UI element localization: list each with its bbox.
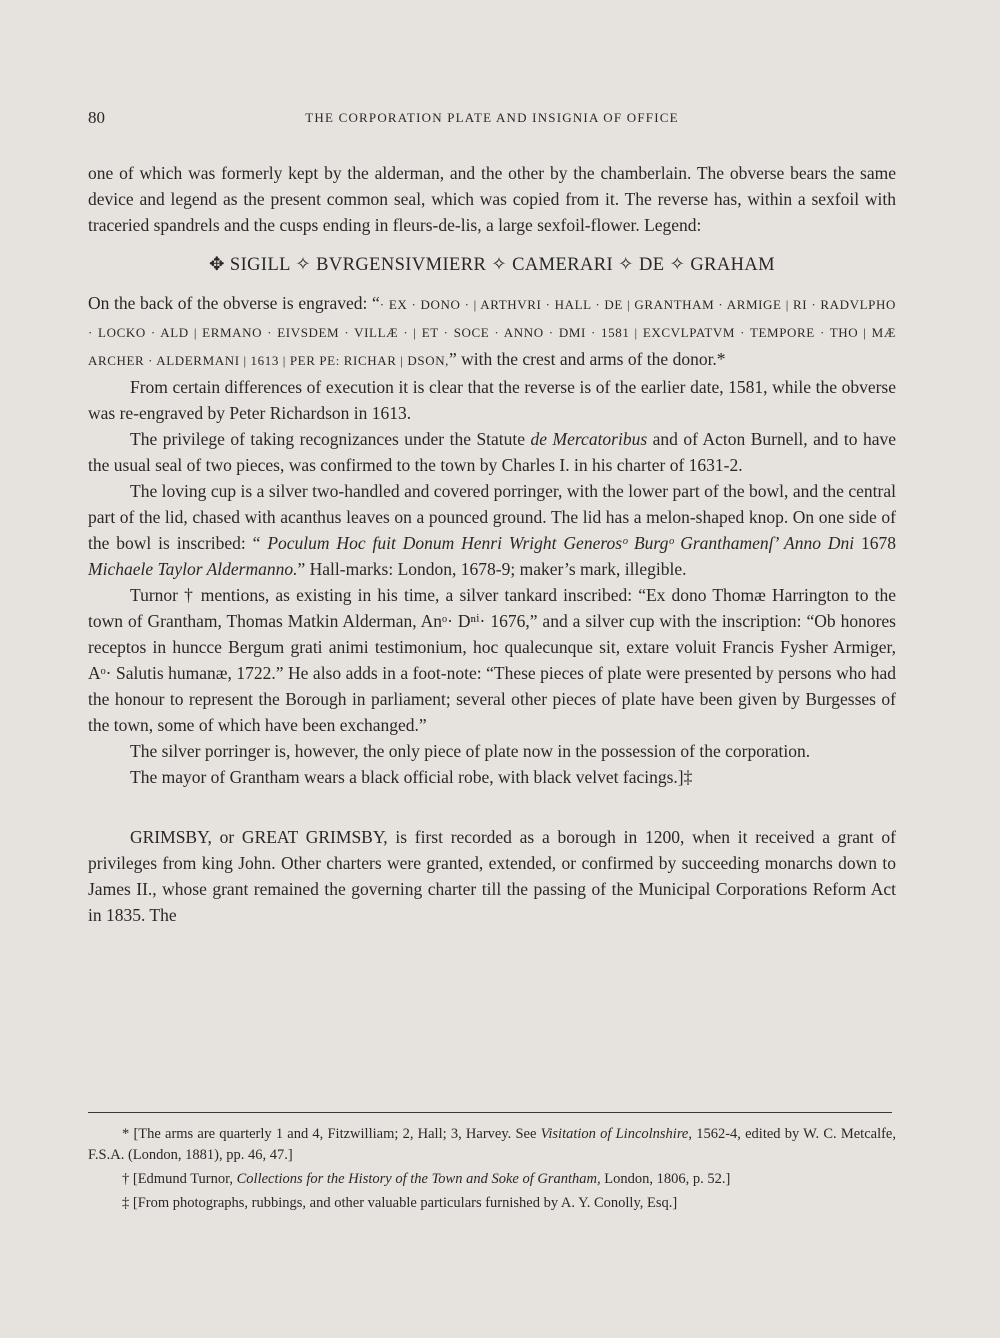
- cup-inscription: Poculum Hoc fuit Donum Henri Wright Generosᵒ Burgᵒ Granthamenſ’ Anno Dni: [267, 533, 855, 553]
- paragraph-7: The silver porringer is, however, the only piece of plate now in the possession of the corporation.: [130, 741, 811, 761]
- paragraph-5: [88, 478, 896, 582]
- page-header: [88, 108, 896, 130]
- paragraph-3: From certain differences of execution it is clear that the reverse is of the earlier date, 1581, while the obverse was re-engraved by Peter Richardson in 1613.: [88, 377, 896, 423]
- footnote-2-text-a: † [Edmund Turnor,: [122, 1171, 237, 1187]
- footnote-1-text-a: * [The arms are quarterly 1 and 4, Fitzwilliam; 2, Hall; 3, Harvey. See: [122, 1126, 541, 1142]
- paragraph-8: The mayor of Grantham wears a black official robe, with black velvet facings.]‡: [130, 767, 693, 787]
- paragraph-5-text-b: ” Hall-marks: London, 1678-9; maker’s mark, illegible.: [297, 559, 687, 579]
- footnotes: [88, 1124, 896, 1217]
- running-title: THE CORPORATION PLATE AND INSIGNIA OF OFFICE: [305, 110, 679, 125]
- paragraph-2: [88, 290, 896, 374]
- paragraph-4: [88, 426, 896, 478]
- paragraph-grimsby: GRIMSBY, or GREAT GRIMSBY, is first recorded as a borough in 1200, when it received a grant of privileges from king John. Other charters were granted, extended, or confirmed by succeeding monarchs down to James II., whose grant remained the governing charter till the passing of the Municipal Corporations Reform Act in 1835. The: [88, 827, 896, 925]
- footnote-2-title: Collections for the History of the Town and Soke of Grantham,: [236, 1171, 601, 1187]
- footnote-1: [88, 1124, 896, 1166]
- footnote-3: ‡ [From photographs, rubbings, and other valuable particulars furnished by A. Y. Conolly, Esq.]: [122, 1195, 678, 1211]
- paragraph-1: one of which was formerly kept by the alderman, and the other by the chamberlain. The obverse bears the same device and legend as the present common seal, which was copied from it. The reverse has, within a sexfoil with traceried spandrels and the cusps ending in fleurs-de-lis, a large sexfoil-flower. Legend:: [88, 163, 896, 235]
- page-number: 80: [88, 108, 105, 127]
- main-text: [88, 160, 896, 928]
- seal-legend: ✥ SIGILL ✧ BVRGENSIVMIERR ✧ CAMERARI ✧ DE ✧ GRAHAM: [208, 255, 775, 275]
- cup-inscription-end: Michaele Taylor Aldermanno.: [88, 559, 298, 579]
- paragraph-5-text-a: The loving cup is a silver two-handled and covered porringer, with the lower part of the bowl, and the central part of the lid, chased with acanthus leaves on a pounced ground. The lid has a melon-shaped knop. On one side of the bowl is inscribed: “: [88, 481, 896, 553]
- footnote-1-title: Visitation of Lincolnshire,: [540, 1126, 692, 1142]
- paragraph-4-text-a: The privilege of taking recognizances under the Statute: [130, 429, 531, 449]
- paragraph-2-tail: ” with the crest and arms of the donor.*: [449, 349, 726, 369]
- engraved-inscription: · EX · DONO · | ARTHVRI · HALL · DE | GRANTHAM · ARMIGE | RI · RADVLPHO · LOCKO · ALD | ERMANO · EIVSDEM · VILLÆ · | ET · SOCE · ANNO · DMI · 1581 | EXCVLPATVM · TEMPORE · THO | MÆ ARCHER · ALDERMANI | 1613 | PER PE: RICHAR | DSON,: [88, 297, 896, 368]
- statute-title: de Mercatoribus: [530, 429, 648, 449]
- paragraph-4-text-b: and of Acton Burnell, and to have the usual seal of two pieces, was confirmed to the town by Charles I. in his charter of 1631-2.: [88, 429, 896, 475]
- footnote-2-text-b: London, 1806, p. 52.]: [600, 1171, 731, 1187]
- cup-inscription-year: 1678: [854, 533, 897, 553]
- footnote-rule: [88, 1112, 892, 1113]
- footnote-2: [88, 1169, 896, 1190]
- paragraph-2-lead: On the back of the obverse is engraved: “: [88, 293, 380, 313]
- section-gap: [88, 790, 896, 824]
- footnote-1-text-b: 1562-4, edited by W. C. Metcalfe, F.S.A. (London, 1881), pp. 46, 47.]: [88, 1126, 896, 1163]
- paragraph-6: Turnor † mentions, as existing in his time, a silver tankard inscribed: “Ex dono Thomæ Harrington to the town of Grantham, Thomas Matkin Alderman, Anᵒ· Dⁿⁱ· 1676,” and a silver cup with the inscription: “Ob honores receptos in huncce Bergum grati animi testimonium, hoc qualecunque sit, extare voluit Francis Fysher Armiger, Aᵒ· Salutis humanæ, 1722.” He also adds in a foot-note: “These pieces of plate were presented by persons who had the honour to represent the Borough in parliament; several other pieces of plate have been given by Burgesses of the town, some of which have been exchanged.”: [88, 585, 896, 735]
